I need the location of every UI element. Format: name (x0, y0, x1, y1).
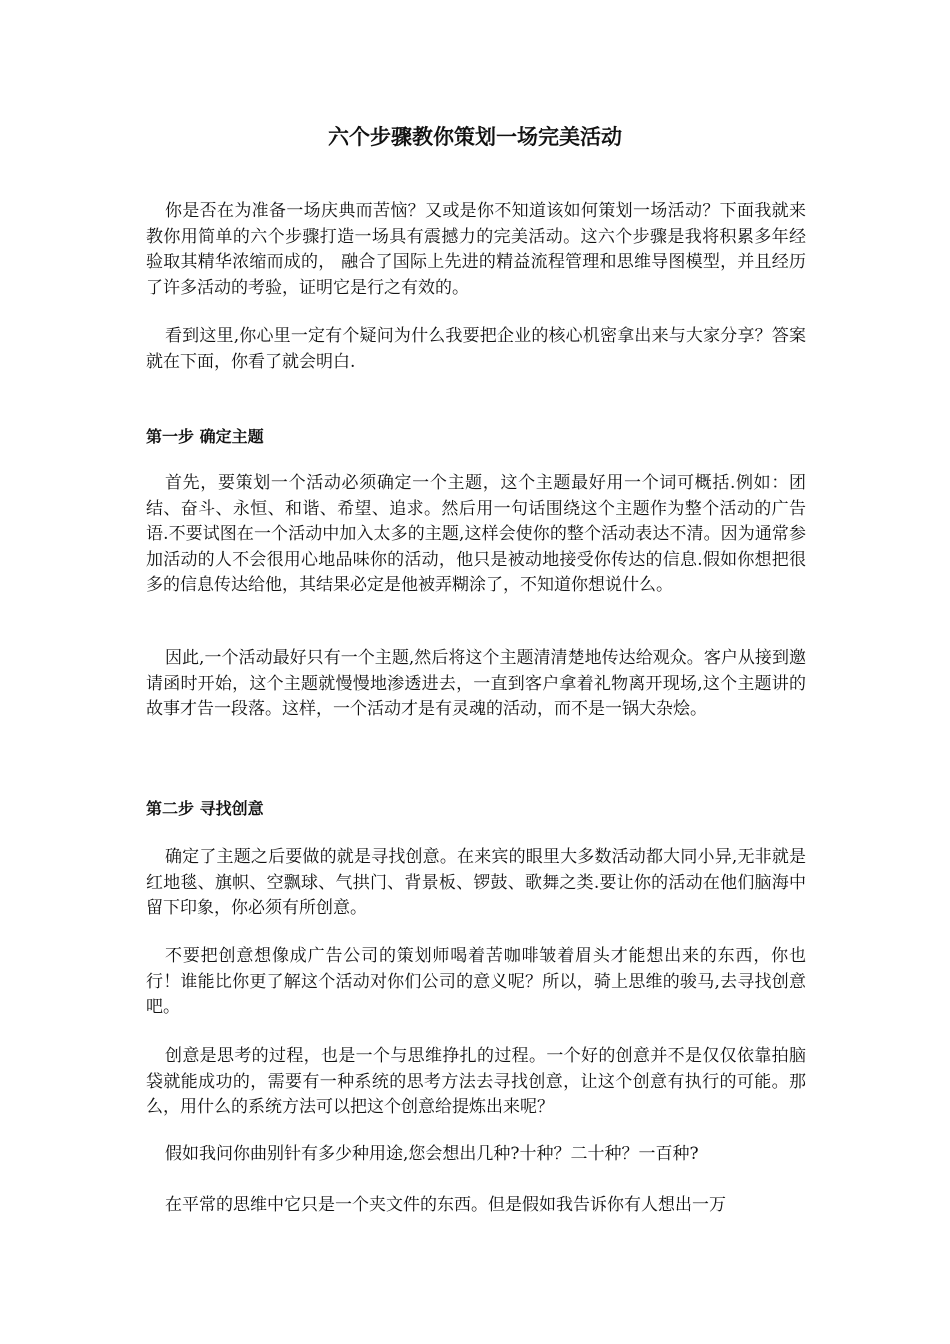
step2-paragraph-5: 在平常的思维中它只是一个夹文件的东西。但是假如我告诉你有人想出一万 (165, 1195, 726, 1215)
step1-paragraph-1: 首先，要策划一个活动必须确定一个主题，这个主题最好用一个词可概括.例如：团结、奋斗、永恒、和谐、希望、追求。然后用一句话围绕这个主题作为整个活动的广告语.不要试图在一个活动中加入太多的主题,这样会使你的整个活动表达不清。因为通常参加活动的人不会很用心地品味你的活动，他只是被动地接受你传达的信息.假如你想把很多的信息传达给他，其结果必定是他被弄糊涂了，不知道你想说什么。 (146, 473, 806, 595)
step2-heading: 第二步 寻找创意 (146, 799, 264, 818)
step2-paragraph-4: 假如我问你曲别针有多少种用途,您会想出几种?十种？二十种？一百种? (165, 1144, 699, 1164)
intro-paragraph-1: 你是否在为准备一场庆典而苦恼？又或是你不知道该如何策划一场活动？下面我就来教你用简单的六个步骤打造一场具有震撼力的完美活动。这六个步骤是我将积累多年经验取其精华浓缩而成的， 融合了国际上先进的精益流程管理和思维导图模型，并且经历了许多活动的考验，证明它是行之有效的。 (146, 201, 806, 298)
step1-paragraph-2: 因此,一个活动最好只有一个主题,然后将这个主题清清楚地传达给观众。客户从接到邀请函时开始，这个主题就慢慢地渗透进去，一直到客户拿着礼物离开现场,这个主题讲的故事才告一段落。这样，一个活动才是有灵魂的活动，而不是一锅大杂烩。 (146, 648, 806, 719)
step1-heading: 第一步 确定主题 (146, 427, 264, 446)
step2-paragraph-2: 不要把创意想像成广告公司的策划师喝着苦咖啡皱着眉头才能想出来的东西，你也行！谁能比你更了解这个活动对你们公司的意义呢？所以，骑上思维的骏马,去寻找创意吧。 (146, 946, 806, 1017)
step2-paragraph-3: 创意是思考的过程，也是一个与思维挣扎的过程。一个好的创意并不是仅仅依靠拍脑袋就能成功的，需要有一种系统的思考方法去寻找创意，让这个创意有执行的可能。那么，用什么的系统方法可以把这个创意给提炼出来呢？ (146, 1046, 806, 1117)
intro-paragraph-2: 看到这里,你心里一定有个疑问为什么我要把企业的核心机密拿出来与大家分享？答案就在下面，你看了就会明白. (146, 326, 806, 372)
document-title: 六个步骤教你策划一场完美活动 (328, 125, 622, 149)
step2-paragraph-1: 确定了主题之后要做的就是寻找创意。在来宾的眼里大多数活动都大同小异,无非就是红地毯、旗帜、空飘球、气拱门、背景板、锣鼓、歌舞之类.要让你的活动在他们脑海中留下印象，你必须有所创意。 (146, 847, 806, 918)
